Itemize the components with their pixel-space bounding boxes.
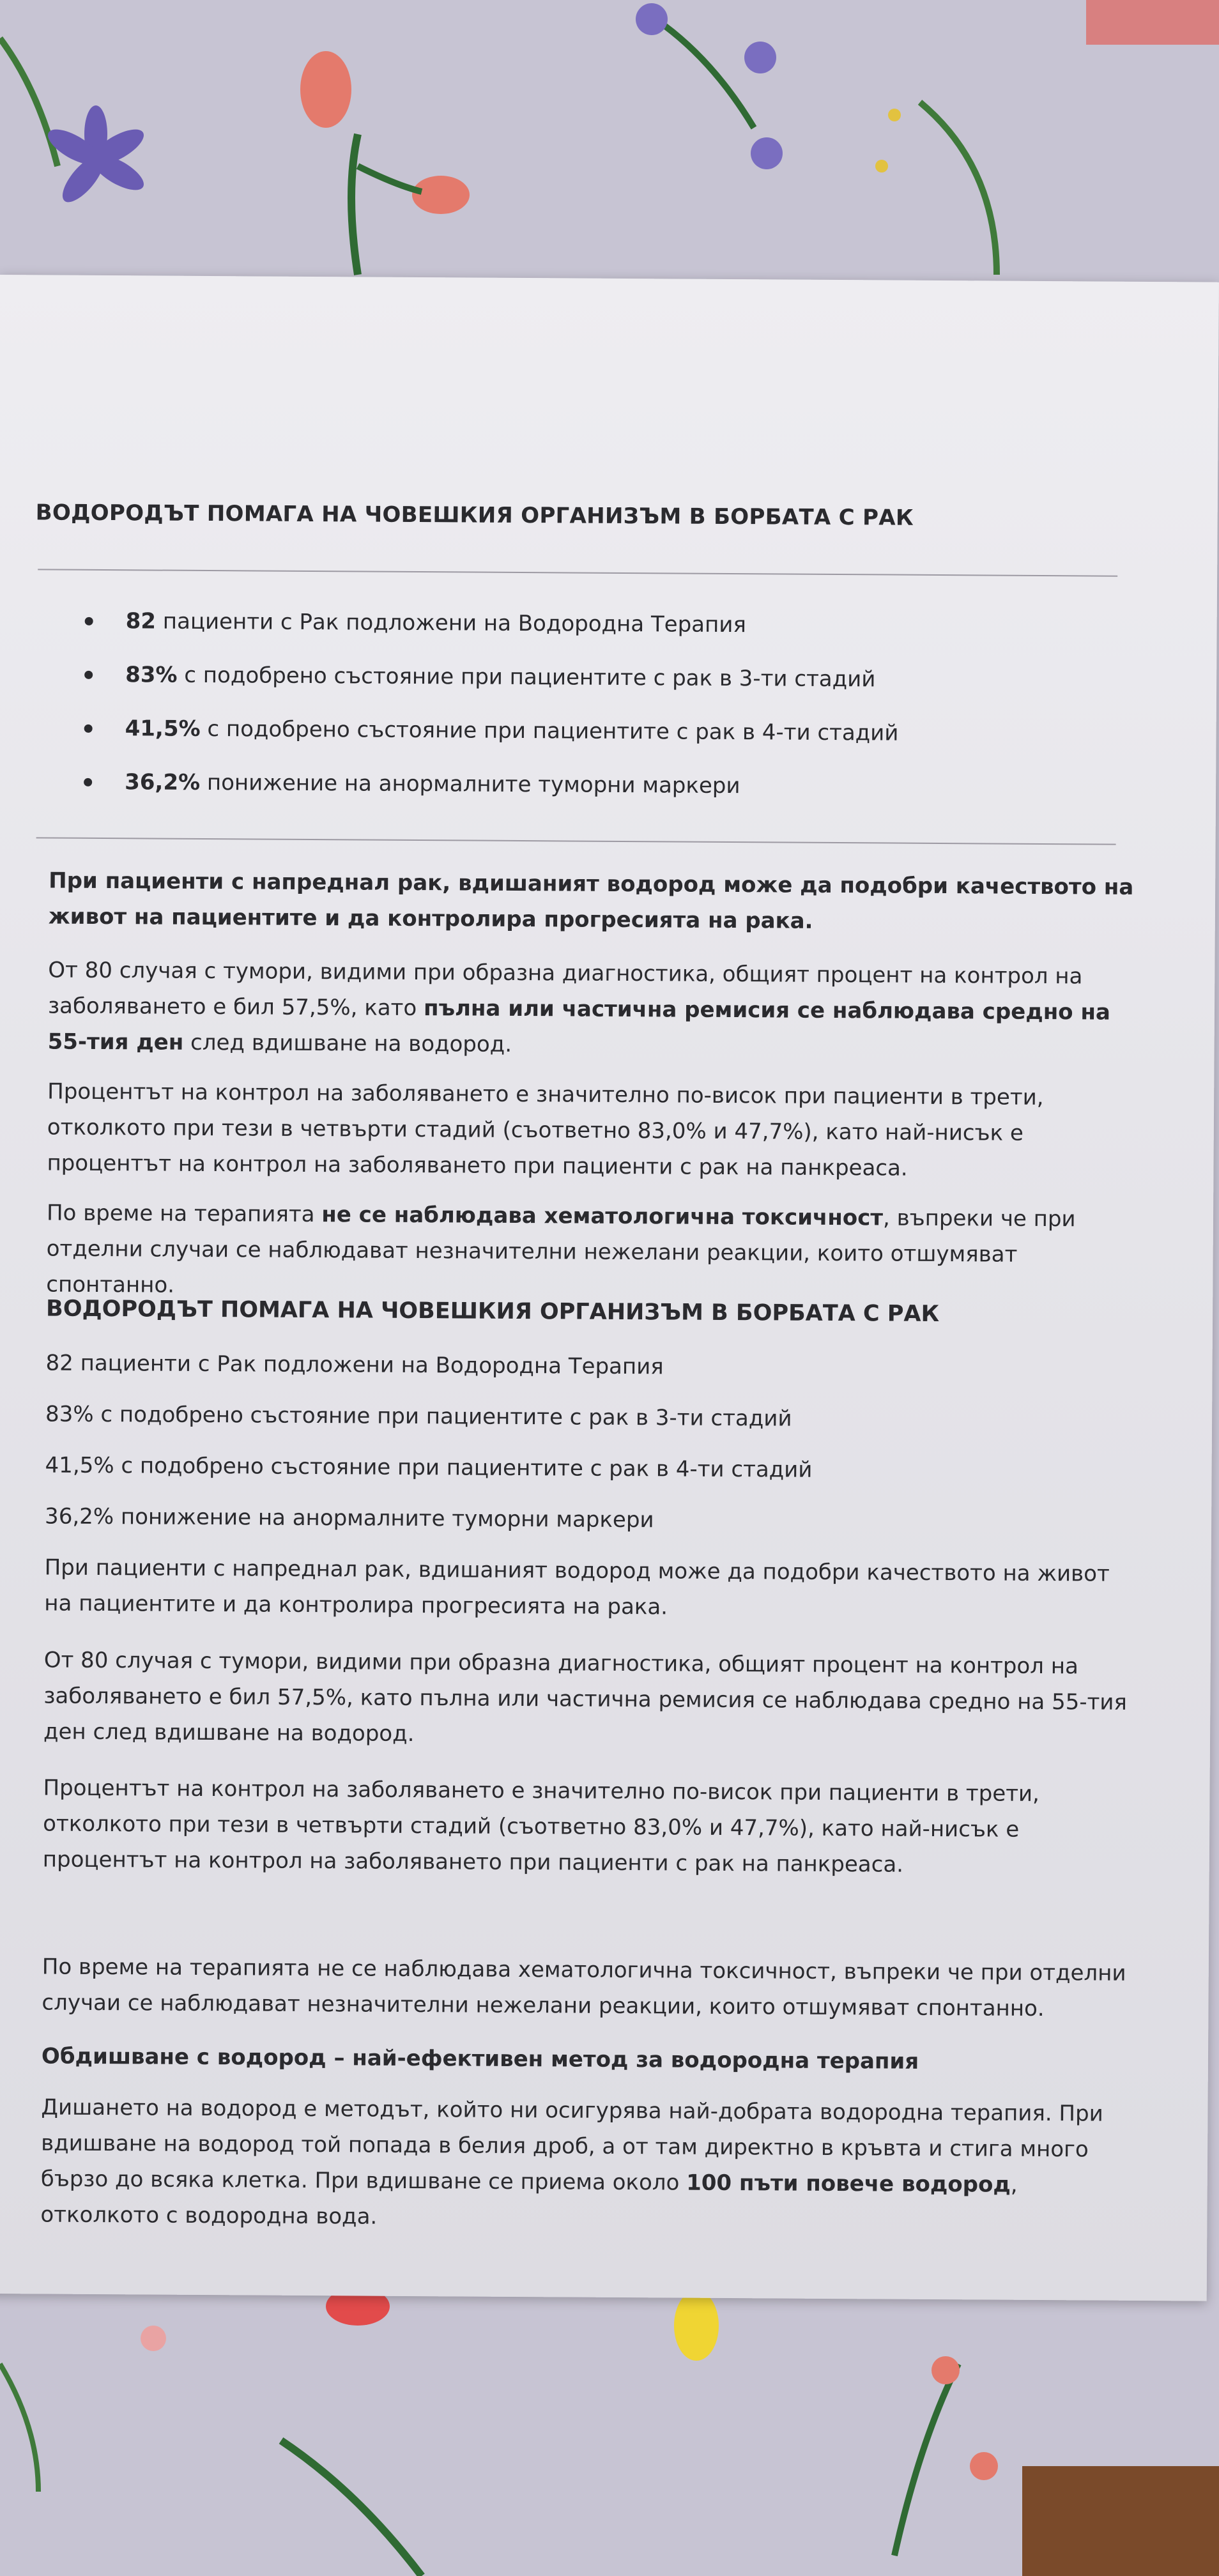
bullet-text: с подобрено състояние при пациентите с рак в 4-ти стадий xyxy=(200,716,899,746)
section2-paragraph: По време на терапията не се наблюдава хематологична токсичност, въпреки че при отделни случаи се наблюдават незначителни нежелани реакции, които отшумяват спонтанно. xyxy=(42,1954,1126,2022)
divider-bottom xyxy=(36,837,1116,845)
section2-line: 82 пациенти с Рак подложени на Водородна Терапия xyxy=(45,1350,664,1380)
bullet-value: 82 xyxy=(125,608,157,634)
section2-line: 83% с подобрено състояние при пациентите с рак в 3-ти стадий xyxy=(45,1401,792,1432)
text-bold: 100 пъти повече водород xyxy=(686,2170,1011,2198)
text-span: след вдишване на водород. xyxy=(183,1029,512,1057)
bullet-item xyxy=(80,715,898,774)
section2-title: ВОДОРОДЪТ ПОМАГА НА ЧОВЕШКИЯ ОРГАНИЗЪМ В БОРБАТА С РАК xyxy=(45,1296,940,1328)
paragraph-control-rate: Процентът на контрол на заболяването е значително по-висок при пациенти в трети, отколкото при тези в четвърти стадий (съответно 83,0% и 47,7%), като най-нисък е процентът на контрол на заболяването при пациенти с рак на панкреаса. xyxy=(47,1078,1044,1181)
text-span: От 80 случая с тумори, видими при образна диагностика, общият процент на контрол на заболяването е бил 57,5%, като xyxy=(47,957,1083,1022)
text-span: По време на терапията xyxy=(46,1200,322,1228)
bullet-item xyxy=(80,769,898,827)
bullet-item xyxy=(80,608,899,666)
divider-top xyxy=(38,569,1117,576)
paper-sheet xyxy=(0,275,1219,2301)
section2-paragraph: От 80 случая с тумори, видими при образна диагностика, общият процент на контрол на заболяването е бил 57,5%, като пълна или частична ремисия се наблюдава средно на 55-тия ден след вдишване на водород. xyxy=(43,1647,1128,1747)
text-span: , отколкото с водородна вода. xyxy=(40,2172,1018,2230)
section2-paragraph: Процентът на контрол на заболяването е значително по-висок при пациенти в трети, отколкото при тези в четвърти стадий (съответно 83,0% и 47,7%), като най-нисък е процентът на контрол на заболяването при пациенти с рак на панкреаса. xyxy=(42,1775,1040,1878)
bullet-text: с подобрено състояние при пациентите с рак в 3-ти стадий xyxy=(177,662,876,693)
section1-title: ВОДОРОДЪТ ПОМАГА НА ЧОВЕШКИЯ ОРГАНИЗЪМ В БОРБАТА С РАК xyxy=(35,500,914,531)
intro-paragraph: При пациенти с напреднал рак, вдишаният водород може да подобри качеството на живот на пациентите и да контролира прогресията на рака. xyxy=(48,868,1134,934)
bullet-value: 83% xyxy=(125,662,178,688)
section2-line: 41,5% с подобрено състояние при пациентите с рак в 4-ти стадий xyxy=(45,1452,813,1483)
bullet-item xyxy=(80,661,899,720)
stats-bullet-list xyxy=(80,608,900,827)
paragraph-remission xyxy=(47,952,1147,1066)
section3-title: Обдишване с водород – най-ефективен метод за водородна терапия xyxy=(41,2043,919,2074)
bullet-value: 41,5% xyxy=(125,716,201,742)
section3-paragraph xyxy=(40,2089,1140,2239)
text-span: Дишането на водород е методът, който ни осигурява най-добрата водородна терапия. При вдишване на водород той попада в белия дроб, а от там директно в кръвта и стига много бързо до всяка клетка. При вдишване се приема около xyxy=(40,2094,1103,2196)
bullet-text: понижение на анормалните туморни маркери xyxy=(199,769,740,799)
text-bold: не се наблюдава хематологична токсичност xyxy=(321,1202,884,1231)
text-span: , въпреки че при отделни случаи се наблюдават незначителни нежелани реакции, които отшумяват спонтанно. xyxy=(46,1205,1076,1298)
section2-line: 36,2% понижение на анормалните туморни маркери xyxy=(45,1503,654,1533)
bullet-value: 36,2% xyxy=(125,769,201,795)
text-bold: пълна или частична ремисия се наблюдава средно на 55-тия ден xyxy=(47,995,1111,1055)
section2-paragraph: При пациенти с напреднал рак, вдишаният водород може да подобри качеството на живот на пациентите и да контролира прогресията на рака. xyxy=(44,1554,1110,1620)
bullet-text: пациенти с Рак подложени на Водородна Терапия xyxy=(155,608,746,638)
